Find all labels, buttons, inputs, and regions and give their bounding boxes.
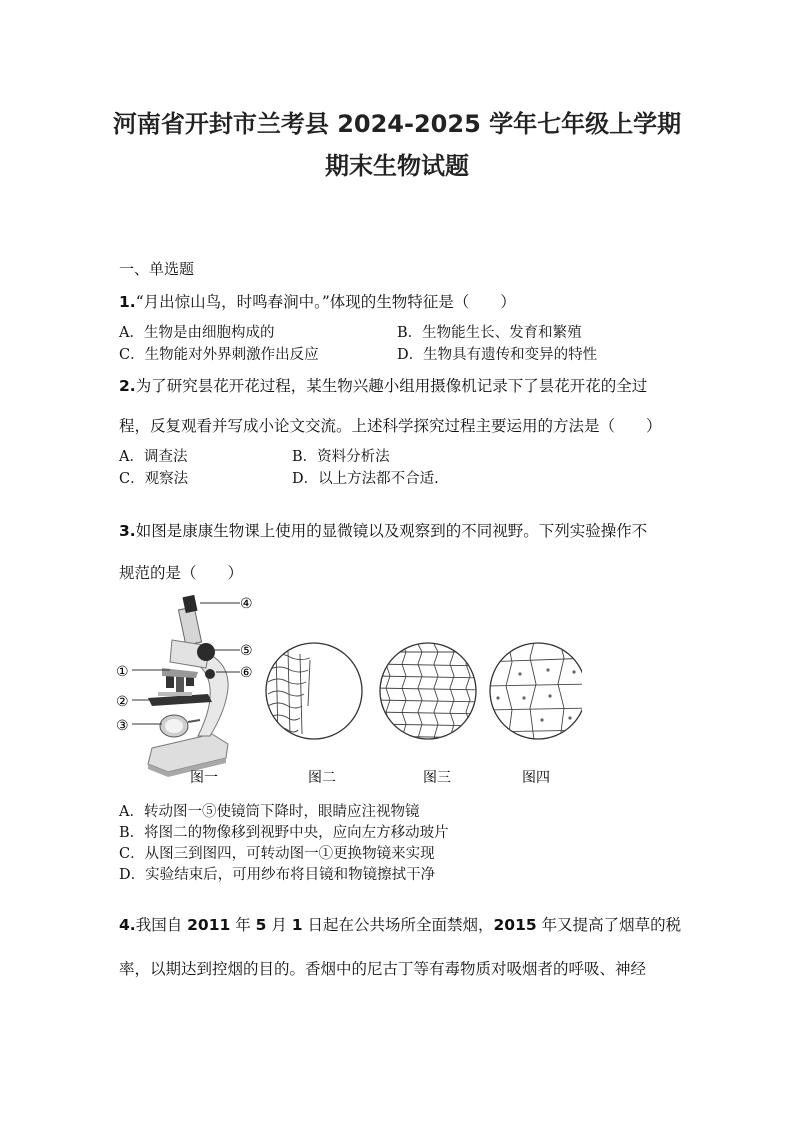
caption-figure-4: 图四: [522, 770, 550, 786]
year-2015: 2015: [493, 916, 537, 934]
caption-figure-3: 图三: [423, 770, 451, 786]
question-text-line-2: 规范的是（ ）: [119, 564, 244, 582]
option-2a: A．调查法: [119, 449, 188, 465]
question-text-part: 月: [266, 916, 292, 934]
option-1d: D．生物具有遗传和变异的特性: [397, 347, 598, 363]
question-text-line-2: 程，反复观看并写成小论文交流。上述科学探究过程主要运用的方法是（ ）: [119, 417, 662, 435]
label-4: ④: [240, 596, 253, 612]
label-3: ③: [116, 718, 129, 734]
question-text-line-2: 率，以期达到控烟的目的。香烟中的尼古丁等有毒物质对吸烟者的呼吸、神经: [119, 960, 647, 978]
year-2011: 2011: [187, 916, 231, 934]
field-of-view-2: [266, 643, 362, 739]
label-5: ⑤: [240, 643, 253, 659]
question-text-line-1: 为了研究昙花开花过程，某生物兴趣小组用摄像机记录下了昙花开花的全过: [135, 377, 648, 395]
question-text-part: 年: [230, 916, 256, 934]
page-title-line-2: 期末生物试题: [325, 152, 469, 180]
field-of-view-4: [484, 642, 582, 740]
question-number: 2.: [119, 377, 136, 395]
label-1: ①: [116, 664, 129, 680]
question-text: “月出惊山鸟，时鸣春涧中。”体现的生物特征是（ ）: [135, 293, 516, 311]
question-text-part: 日起在公共场所全面禁烟，: [302, 916, 494, 934]
question-number: 4.: [119, 916, 136, 934]
field-of-view-3: [374, 643, 484, 739]
question-1: [119, 290, 516, 312]
caption-figure-2: 图二: [308, 770, 336, 786]
section-heading: 一、单选题: [119, 260, 195, 278]
microscope-illustration: [132, 595, 240, 777]
month-5: 5: [255, 916, 267, 934]
microscope-figure-group: [112, 588, 582, 788]
label-6: ⑥: [240, 665, 253, 681]
option-3c: C．从图三到图四，可转动图一①更换物镜来实现: [119, 846, 435, 862]
option-2b: B．资料分析法: [292, 449, 390, 465]
page-title-line-1: 河南省开封市兰考县 2024-2025 学年七年级上学期: [112, 110, 682, 138]
question-text-part: 年又提高了烟草的税: [536, 916, 682, 934]
question-text-line-1: 如图是康康生物课上使用的显微镜以及观察到的不同视野。下列实验操作不: [135, 522, 648, 540]
label-2: ②: [116, 694, 129, 710]
option-2d: D．以上方法都不合适.: [292, 471, 439, 487]
option-2c: C．观察法: [119, 471, 189, 487]
option-1c: C．生物能对外界刺激作出反应: [119, 347, 319, 363]
question-2: [119, 374, 647, 396]
option-1a: A．生物是由细胞构成的: [119, 325, 275, 341]
option-3b: B．将图二的物像移到视野中央，应向左方移动玻片: [119, 825, 449, 841]
question-text-part: 我国自: [135, 916, 188, 934]
option-3a: A．转动图一⑤使镜筒下降时，眼睛应注视物镜: [119, 804, 420, 820]
question-number: 1.: [119, 293, 136, 311]
option-3d: D．实验结束后，可用纱布将目镜和物镜擦拭干净: [119, 867, 436, 883]
day-1: 1: [291, 916, 303, 934]
option-1b: B．生物能生长、发育和繁殖: [397, 325, 582, 341]
question-3: [119, 519, 647, 541]
question-4: [119, 913, 681, 935]
caption-figure-1: 图一: [190, 770, 218, 786]
question-number: 3.: [119, 522, 136, 540]
